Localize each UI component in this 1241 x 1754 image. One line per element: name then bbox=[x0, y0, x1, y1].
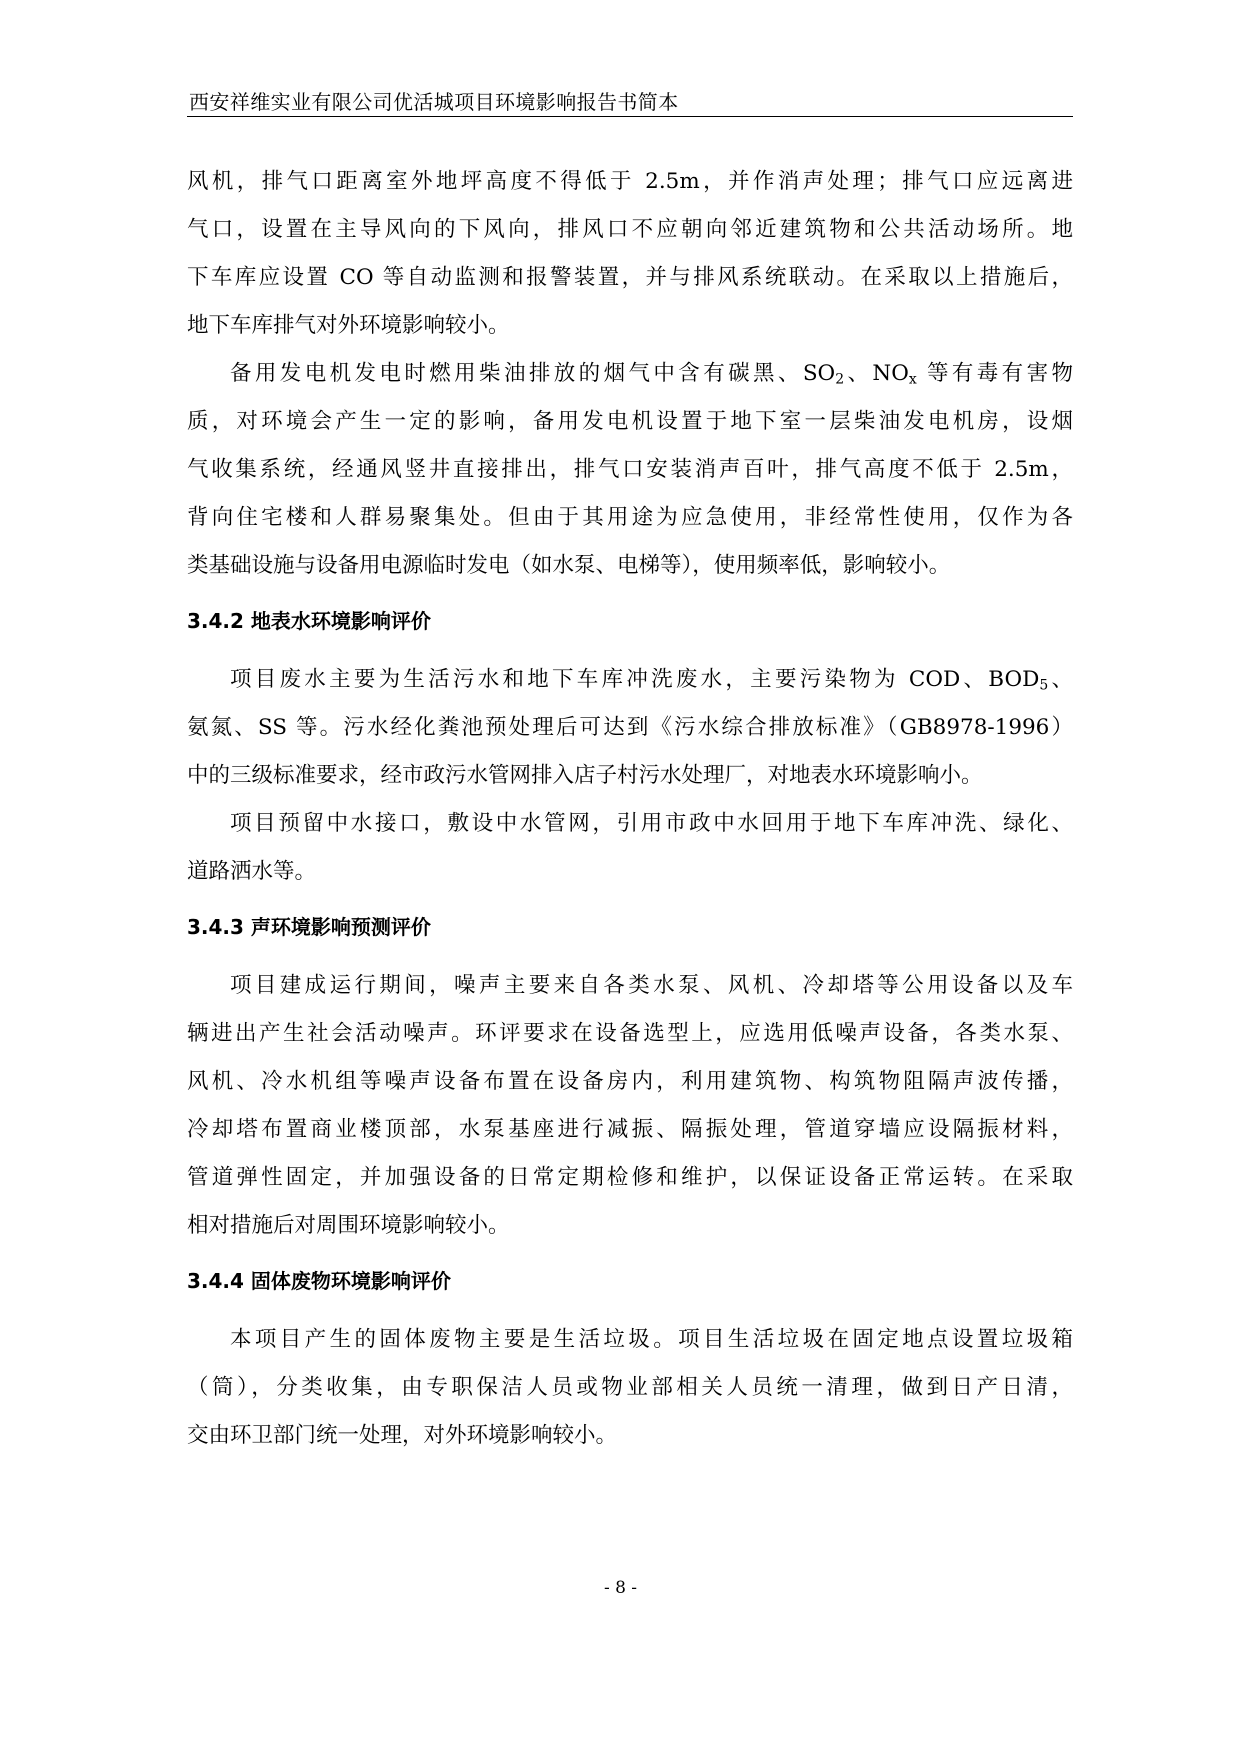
document-body bbox=[187, 158, 1073, 1460]
text-line: （筒），分类收集，由专职保洁人员或物业部相关人员统一清理，做到日产日清， bbox=[187, 1375, 1073, 1400]
section-heading-surface-water: 3.4.2 地表水环境影响评价 bbox=[187, 609, 431, 633]
text-line: 风机，排气口距离室外地坪高度不得低于 2.5m，并作消声处理；排气口应远离进 bbox=[187, 169, 1073, 194]
subscript: x bbox=[908, 371, 917, 388]
text-line: 本项目产生的固体废物主要是生活垃圾。项目生活垃圾在固定地点设置垃圾箱 bbox=[230, 1327, 1073, 1352]
text-line: 氨氮、SS 等。污水经化粪池预处理后可达到《污水综合排放标准》（GB8978-1996） bbox=[187, 715, 1073, 740]
text-line: 项目建成运行期间，噪声主要来自各类水泵、风机、冷却塔等公用设备以及车 bbox=[230, 973, 1073, 998]
text-line: 类基础设施与设备用电源临时发电（如水泵、电梯等），使用频率低，影响较小。 bbox=[187, 553, 951, 578]
document-title: 西安祥维实业有限公司优活城项目环境影响报告书简本 bbox=[189, 90, 679, 114]
text-line: 地下车库排气对外环境影响较小。 bbox=[187, 313, 510, 338]
text-segment: 、 bbox=[1048, 667, 1073, 692]
text-line: 辆进出产生社会活动噪声。环评要求在设备选型上，应选用低噪声设备，各类水泵、 bbox=[187, 1021, 1073, 1046]
text-line: 冷却塔布置商业楼顶部，水泵基座进行减振、隔振处理，管道穿墙应设隔振材料， bbox=[187, 1117, 1073, 1142]
paragraph-generator-exhaust bbox=[187, 350, 1073, 590]
subscript: 5 bbox=[1039, 677, 1049, 694]
paragraph-garage-exhaust bbox=[187, 158, 1073, 350]
paragraph-noise bbox=[187, 962, 1073, 1250]
text-line: 交由环卫部门统一处理，对外环境影响较小。 bbox=[187, 1423, 618, 1448]
page-header bbox=[187, 84, 1073, 117]
text-line: 相对措施后对周围环境影响较小。 bbox=[187, 1213, 510, 1238]
text-line: 背向住宅楼和人群易聚集处。但由于其用途为应急使用，非经常性使用，仅作为各 bbox=[187, 505, 1073, 530]
text-line: 项目预留中水接口，敷设中水管网，引用市政中水回用于地下车库冲洗、绿化、 bbox=[230, 811, 1073, 836]
text-segment: 等有毒有害物 bbox=[916, 361, 1073, 386]
paragraph-solid-waste bbox=[187, 1316, 1073, 1460]
text-line: 道路洒水等。 bbox=[187, 859, 317, 884]
text-line: 质，对环境会产生一定的影响，备用发电机设置于地下室一层柴油发电机房，设烟 bbox=[187, 409, 1073, 434]
page-number: - 8 - bbox=[603, 1578, 638, 1598]
text-line: 风机、冷水机组等噪声设备布置在设备房内，利用建筑物、构筑物阻隔声波传播， bbox=[187, 1069, 1073, 1094]
section-heading-solid-waste: 3.4.4 固体废物环境影响评价 bbox=[187, 1269, 451, 1293]
text-line: 管道弹性固定，并加强设备的日常定期检修和维护，以保证设备正常运转。在采取 bbox=[187, 1165, 1073, 1190]
subscript: 2 bbox=[835, 371, 845, 388]
text-line bbox=[187, 656, 1073, 704]
text-segment: 备用发电机发电时燃用柴油排放的烟气中含有碳黑、SO bbox=[230, 361, 836, 386]
section-heading-acoustic: 3.4.3 声环境影响预测评价 bbox=[187, 915, 431, 939]
text-segment: 项目废水主要为生活污水和地下车库冲洗废水，主要污染物为 COD、BOD bbox=[230, 667, 1040, 692]
text-line bbox=[187, 350, 1073, 398]
text-segment: 、NO bbox=[844, 361, 909, 386]
paragraph-reclaimed-water bbox=[187, 800, 1073, 896]
text-line: 中的三级标准要求，经市政污水管网排入店子村污水处理厂，对地表水环境影响小。 bbox=[187, 763, 983, 788]
text-line: 气收集系统，经通风竖井直接排出，排气口安装消声百叶，排气高度不低于 2.5m， bbox=[187, 457, 1073, 482]
text-line: 气口，设置在主导风向的下风向，排风口不应朝向邻近建筑物和公共活动场所。地 bbox=[187, 217, 1073, 242]
text-line: 下车库应设置 CO 等自动监测和报警装置，并与排风系统联动。在采取以上措施后， bbox=[187, 265, 1073, 290]
paragraph-wastewater bbox=[187, 656, 1073, 800]
